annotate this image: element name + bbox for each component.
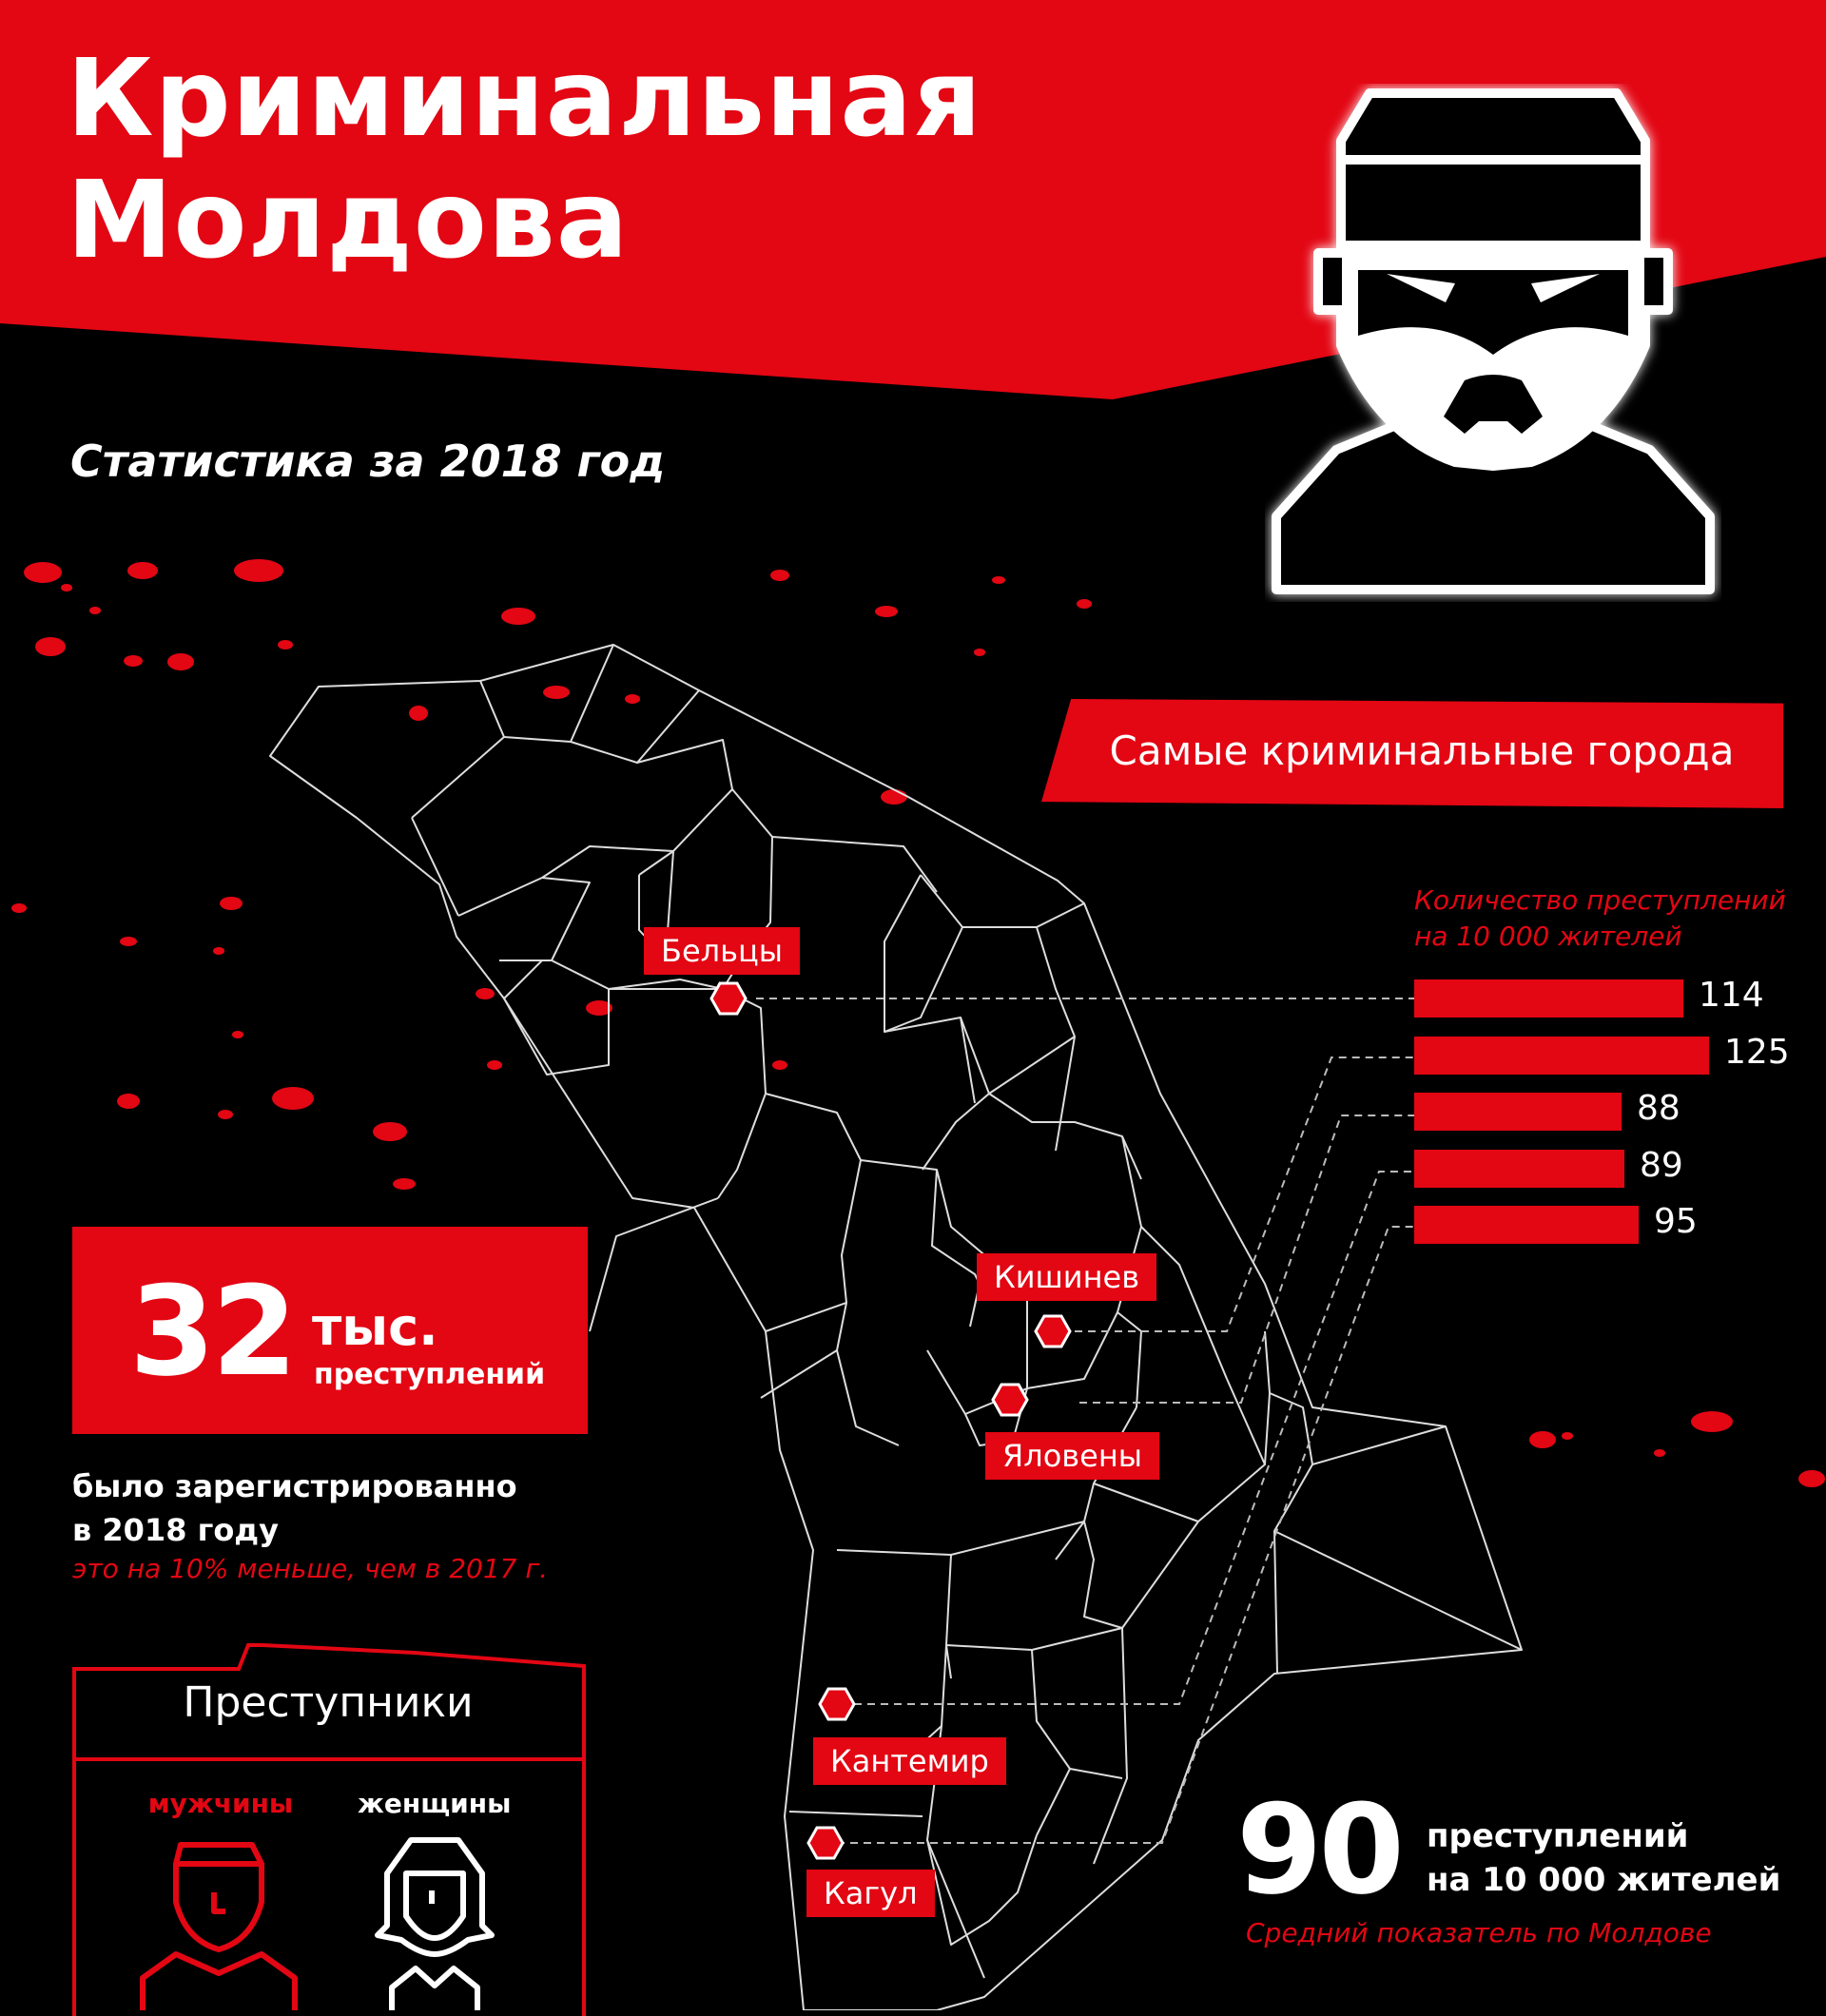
page-title [67,38,982,281]
bar-value-label: 88 [1637,1089,1680,1128]
total-value: 32 [129,1259,294,1404]
bar-value-label: 114 [1699,976,1764,1015]
registered-line-1: было зарегистрированно [72,1468,517,1504]
city-marker-icon [993,1385,1027,1415]
total-unit: тыс. [312,1297,438,1357]
city-label-cantemir: Кантемир [813,1737,1006,1785]
city-marker-icon [808,1828,843,1858]
bar-value-label: 95 [1654,1202,1698,1241]
city-label-chisinau: Кишинев [977,1253,1156,1301]
city-label-ialoveni: Яловены [985,1432,1159,1480]
bar-5 [1414,1206,1639,1244]
woman-icon [373,1835,496,2010]
total-unit-desc: преступлений [314,1358,546,1391]
chart-caption-line-2: на 10 000 жителей [1414,921,1682,952]
city-marker-icon [1036,1316,1070,1347]
chart-caption-line-1: Количество преступлений [1414,884,1786,916]
bar-value-label: 89 [1640,1146,1683,1185]
chart-caption [1414,882,1814,955]
average-desc-line-2: на 10 000 жителей [1427,1861,1781,1899]
registered-text [72,1464,517,1552]
bar-value-label: 125 [1724,1033,1790,1072]
bar-4 [1414,1150,1624,1188]
cities-banner-label: Самые криминальные города [1109,727,1735,774]
men-label: мужчины [147,1788,294,1819]
bar-1 [1414,979,1683,1018]
city-marker-icon [711,983,746,1014]
average-note: Средний показатель по Молдове [1246,1917,1712,1948]
average-desc [1427,1814,1780,1902]
man-icon [138,1835,300,2010]
city-label-cahul: Кагул [806,1870,935,1917]
change-note: это на 10% меньше, чем в 2017 г. [72,1553,548,1584]
city-label-balti: Бельцы [644,927,800,975]
registered-line-2: в 2018 году [72,1512,279,1548]
robber-icon [1265,84,1721,602]
bar-3 [1414,1093,1622,1131]
average-value: 90 [1236,1777,1401,1922]
city-marker-icon [820,1689,854,1719]
offenders-title: Преступники [183,1678,474,1727]
average-desc-line-1: преступлений [1427,1817,1689,1855]
subtitle: Статистика за 2018 год [70,436,666,487]
women-label: женщины [358,1788,512,1819]
title-line-2: Молдова [67,159,630,282]
bar-2 [1414,1037,1709,1075]
title-line-1: Криминальная [67,37,982,161]
